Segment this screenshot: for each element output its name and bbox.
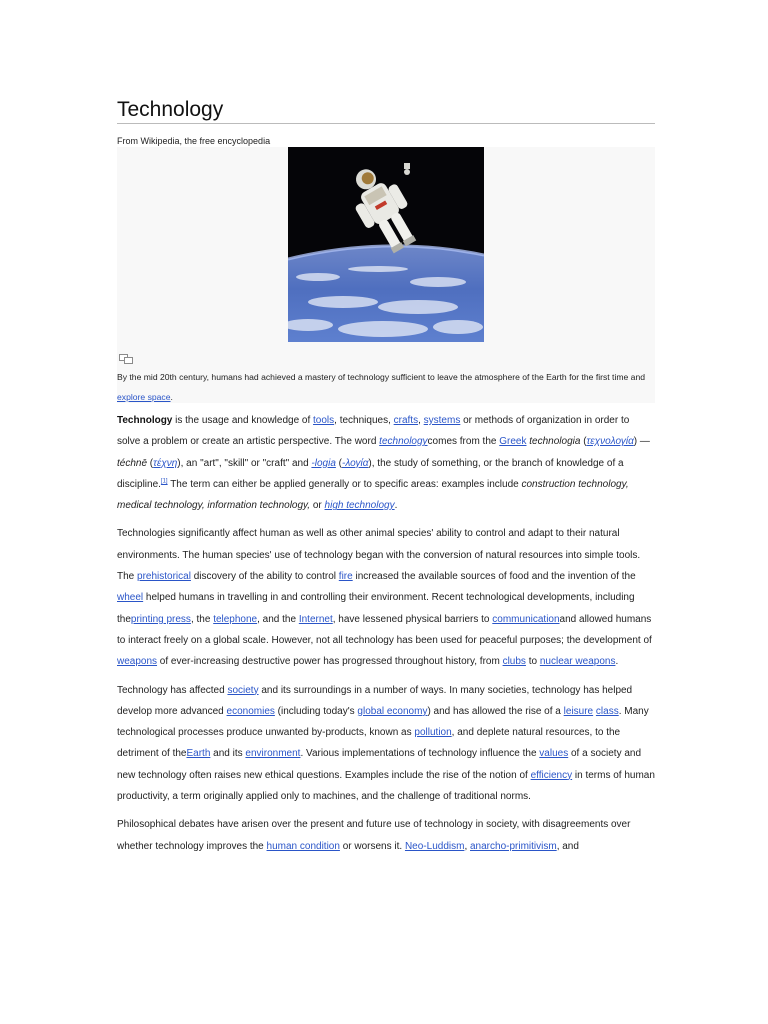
link-environment[interactable]: environment bbox=[245, 748, 301, 760]
link-values[interactable]: values bbox=[539, 748, 569, 760]
bold-term: Technology bbox=[117, 415, 173, 426]
link-tools[interactable]: tools bbox=[313, 415, 335, 426]
link-clubs[interactable]: clubs bbox=[502, 656, 526, 668]
paragraph-4: Philosophical debates have arisen over the present and future use of technology in society, with disagreements over whether technology improves the human condition or worsens it. Neo-Luddism, anarcho-primitivism, and bbox=[117, 819, 631, 852]
link-pollution[interactable]: pollution bbox=[414, 727, 452, 739]
link-explore-space[interactable]: explore space bbox=[117, 392, 171, 402]
link-telephone[interactable]: telephone bbox=[213, 613, 258, 625]
figure-caption: By the mid 20th century, humans had achieved a mastery of technology sufficient to leave the atmosphere of the Earth for the first time and explore space. bbox=[117, 372, 646, 402]
link-wheel[interactable]: wheel bbox=[117, 592, 144, 604]
link-technologia-greek[interactable]: τεχνολογία bbox=[586, 436, 634, 448]
article-body bbox=[117, 410, 655, 864]
link-prehistorical[interactable]: prehistorical bbox=[137, 571, 191, 583]
link-techne-greek[interactable]: τέχνη bbox=[153, 457, 178, 469]
link-logia[interactable]: -logia bbox=[311, 457, 336, 469]
title-divider bbox=[117, 123, 655, 124]
reference-1[interactable]: [1] bbox=[160, 478, 168, 485]
link-weapons[interactable]: weapons bbox=[117, 656, 158, 668]
link-nuclear-weapons[interactable]: nuclear weapons bbox=[539, 656, 616, 668]
page-title: Technology bbox=[117, 98, 224, 121]
link-logia-greek[interactable]: -λογία bbox=[342, 457, 369, 469]
link-class[interactable]: class bbox=[595, 705, 619, 717]
link-society[interactable]: society bbox=[227, 684, 259, 696]
link-economies[interactable]: economies bbox=[226, 705, 275, 717]
link-high-technology[interactable]: high technology bbox=[324, 500, 395, 512]
link-neo-luddism[interactable]: Neo-Luddism bbox=[404, 840, 465, 852]
link-internet[interactable]: Internet bbox=[298, 613, 333, 625]
link-efficiency[interactable]: efficiency bbox=[530, 769, 573, 781]
tagline: From Wikipedia, the free encyclopedia bbox=[117, 136, 271, 146]
figure bbox=[117, 147, 655, 403]
link-human-condition[interactable]: human condition bbox=[266, 840, 340, 852]
link-leisure[interactable]: leisure bbox=[563, 705, 594, 717]
link-technology[interactable]: technology bbox=[379, 436, 428, 448]
link-crafts[interactable]: crafts bbox=[393, 415, 419, 426]
link-fire[interactable]: fire bbox=[338, 571, 353, 583]
link-earth[interactable]: Earth bbox=[186, 748, 211, 760]
link-anarcho-primitivism[interactable]: anarcho-primitivism bbox=[470, 840, 557, 852]
link-global-economy[interactable]: global economy bbox=[357, 705, 428, 717]
paragraph-2: Technologies significantly affect human as well as other animal species' ability to control and adapt to their natural environments. The human species' use of technology began with the conversion of natural resources into simple tools. The prehistorical discovery of the ability to control fire increased the available sources of food and the invention of the wheel helped humans in travelling in and controlling their environment. Recent technological developments, including theprinting press, the telephone, and the Internet, have lessened physical barriers to communicationand allowed humans to interact freely on a global scale. However, not all technology has been used for peaceful purposes; the development of weapons of ever-increasing destructive power has progressed throughout history, from clubs to nuclear weapons. bbox=[117, 528, 652, 668]
link-systems[interactable]: systems bbox=[423, 415, 461, 426]
paragraph-3: Technology has affected society and its surroundings in a number of ways. In many societies, technology has helped develop more advanced economies (including today's global economy) and has allowed the rise of a leisure class. Many technological processes produce unwanted by-products, known as pollution, and deplete natural resources, to the detriment of theEarth and its environment. Various implementations of technology influence the values of a society and new technology often raises new ethical questions. Examples include the rise of the notion of efficiency in terms of human productivity, a term originally applied only to machines, and the challenge of traditional norms. bbox=[117, 684, 655, 803]
link-communication[interactable]: communication bbox=[492, 613, 560, 625]
paragraph-1: Technology is the usage and knowledge of tools, techniques, crafts, systems or methods of organization in order to solve a problem or create an artistic perspective. The word technologycomes from the Greek technologia (τεχνολογία) — téchnē (τέχνη), an "art", "skill" or "craft" and -logia (-λογία), the study of something, or the branch of knowledge of a discipline.[1] The term can either be applied generally or to specific areas: examples include construction technology, medical technology, information technology, or high technology. bbox=[117, 415, 650, 512]
link-printing-press[interactable]: printing press bbox=[130, 613, 191, 625]
link-greek[interactable]: Greek bbox=[499, 436, 527, 448]
astronaut-photo[interactable] bbox=[288, 147, 484, 342]
